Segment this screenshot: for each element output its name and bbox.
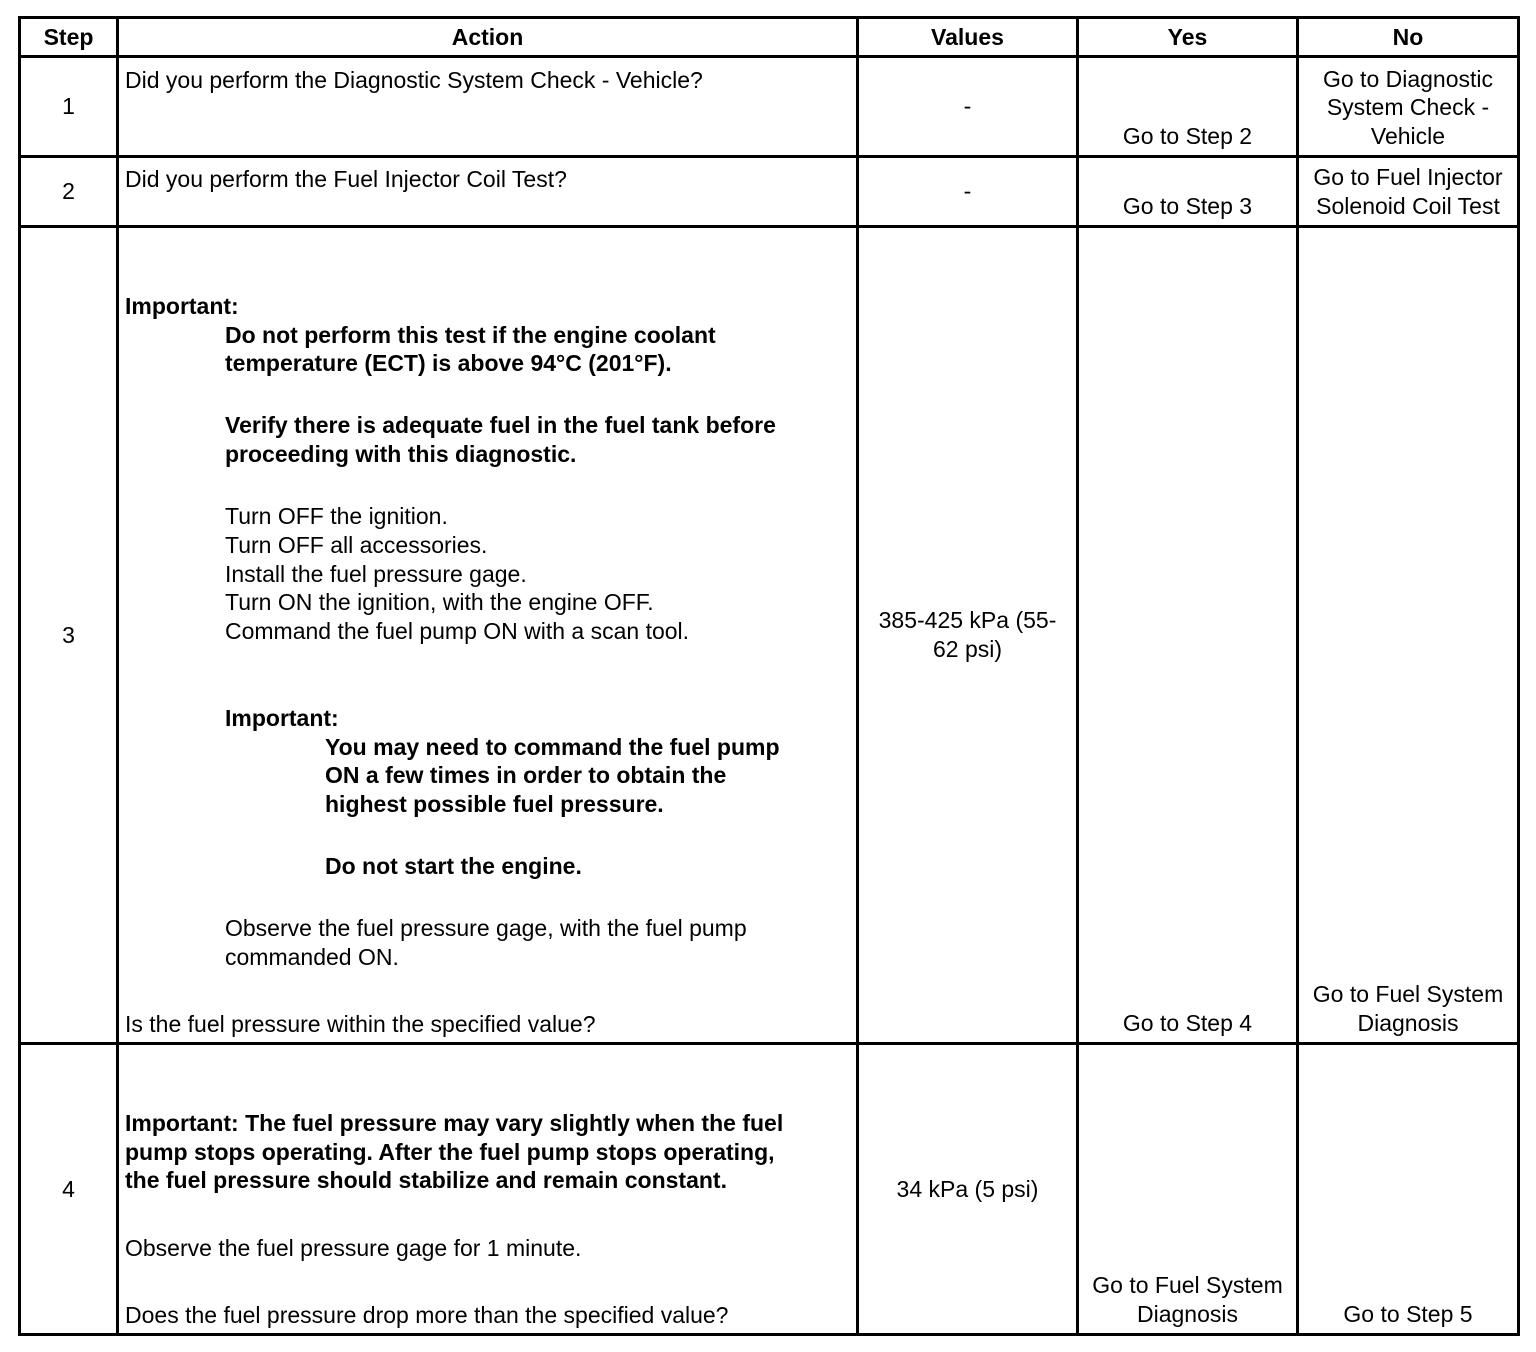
value-text: 34 kPa (5 psi) — [896, 1175, 1039, 1202]
important-note-line: temperature (ECT) is above 94°C (201°F). — [225, 350, 672, 376]
question-text: Is the fuel pressure within the specified value? — [125, 1011, 596, 1037]
table-border-right — [1517, 16, 1520, 1336]
no-action-line: Vehicle — [1370, 123, 1446, 150]
observe-text: Observe the fuel pressure gage for 1 minute. — [125, 1235, 582, 1261]
important-note-line: proceeding with this diagnostic. — [225, 441, 577, 467]
yes-action — [1079, 228, 1296, 1042]
yes-action-text: Go to Step 2 — [1122, 123, 1253, 150]
sub-important-note-line: highest possible fuel pressure. — [325, 791, 664, 817]
step-number: 4 — [62, 1175, 75, 1202]
no-action-line: Go to Diagnostic — [1322, 65, 1494, 92]
observe-line: commanded ON. — [225, 944, 399, 970]
no-action-text: Go to Step 5 — [1343, 1301, 1473, 1328]
step-number: 1 — [62, 93, 75, 120]
important-line: pump stops operating. After the fuel pump stops operating, — [125, 1139, 775, 1165]
value-text: - — [963, 93, 972, 120]
value-line: 62 psi) — [932, 636, 1003, 662]
header-step: Step — [43, 23, 94, 50]
no-action — [1299, 228, 1517, 1042]
procedure-step: Turn OFF the ignition. — [225, 503, 448, 529]
action-text: Did you perform the Diagnostic System Check - Vehicle? — [125, 67, 703, 93]
yes-action — [1079, 58, 1296, 155]
sub-important-note-line: Do not start the engine. — [325, 853, 582, 879]
no-action-line: System Check - — [1326, 94, 1490, 121]
no-action-line: Go to Fuel System — [1312, 981, 1504, 1008]
table-border-bottom — [18, 1333, 1520, 1336]
question-text: Does the fuel pressure drop more than the specified value? — [125, 1302, 729, 1328]
no-action-line: Diagnosis — [1357, 1010, 1459, 1037]
important-label: Important: — [125, 293, 239, 319]
action-text: Did you perform the Fuel Injector Coil Test? — [125, 166, 567, 192]
no-action — [1299, 58, 1517, 155]
yes-action-line: Go to Fuel System — [1092, 1272, 1283, 1299]
important-line: the fuel pressure should stabilize and remain constant. — [125, 1167, 727, 1193]
step-number: 3 — [62, 621, 75, 648]
procedure-step: Command the fuel pump ON with a scan tool. — [225, 618, 690, 644]
value-text — [859, 228, 1076, 1042]
header-no: No — [1392, 23, 1424, 50]
yes-action-text: Go to Step 3 — [1122, 193, 1253, 220]
yes-action — [1079, 1045, 1296, 1333]
no-action — [1299, 158, 1517, 225]
yes-action-line: Diagnosis — [1137, 1301, 1238, 1328]
header-values: Values — [931, 23, 1004, 50]
procedure-step: Turn ON the ignition, with the engine OFF. — [225, 589, 654, 615]
yes-action — [1079, 158, 1296, 225]
value-text: - — [963, 178, 972, 205]
procedure-step: Install the fuel pressure gage. — [225, 561, 527, 587]
observe-line: Observe the fuel pressure gage, with the fuel pump — [225, 915, 747, 941]
important-line: Important: The fuel pressure may vary slightly when the fuel — [125, 1110, 784, 1136]
sub-important-note-line: ON a few times in order to obtain the — [325, 762, 727, 788]
no-action — [1299, 1045, 1517, 1333]
column-divider — [116, 16, 119, 1336]
header-action: Action — [451, 23, 524, 50]
no-action-line: Go to Fuel Injector — [1313, 164, 1503, 191]
yes-action-text: Go to Step 4 — [1122, 1010, 1253, 1037]
procedure-step: Turn OFF all accessories. — [225, 532, 488, 558]
step-number: 2 — [62, 178, 75, 205]
important-note-line: Do not perform this test if the engine coolant — [225, 322, 716, 348]
value-line: 385-425 kPa (55- — [878, 607, 1057, 634]
sub-important-note-line: You may need to command the fuel pump — [325, 734, 780, 760]
sub-important-label: Important: — [225, 705, 339, 731]
important-note-line: Verify there is adequate fuel in the fuel tank before — [225, 412, 776, 438]
no-action-line: Solenoid Coil Test — [1316, 193, 1500, 220]
header-yes: Yes — [1167, 23, 1208, 50]
